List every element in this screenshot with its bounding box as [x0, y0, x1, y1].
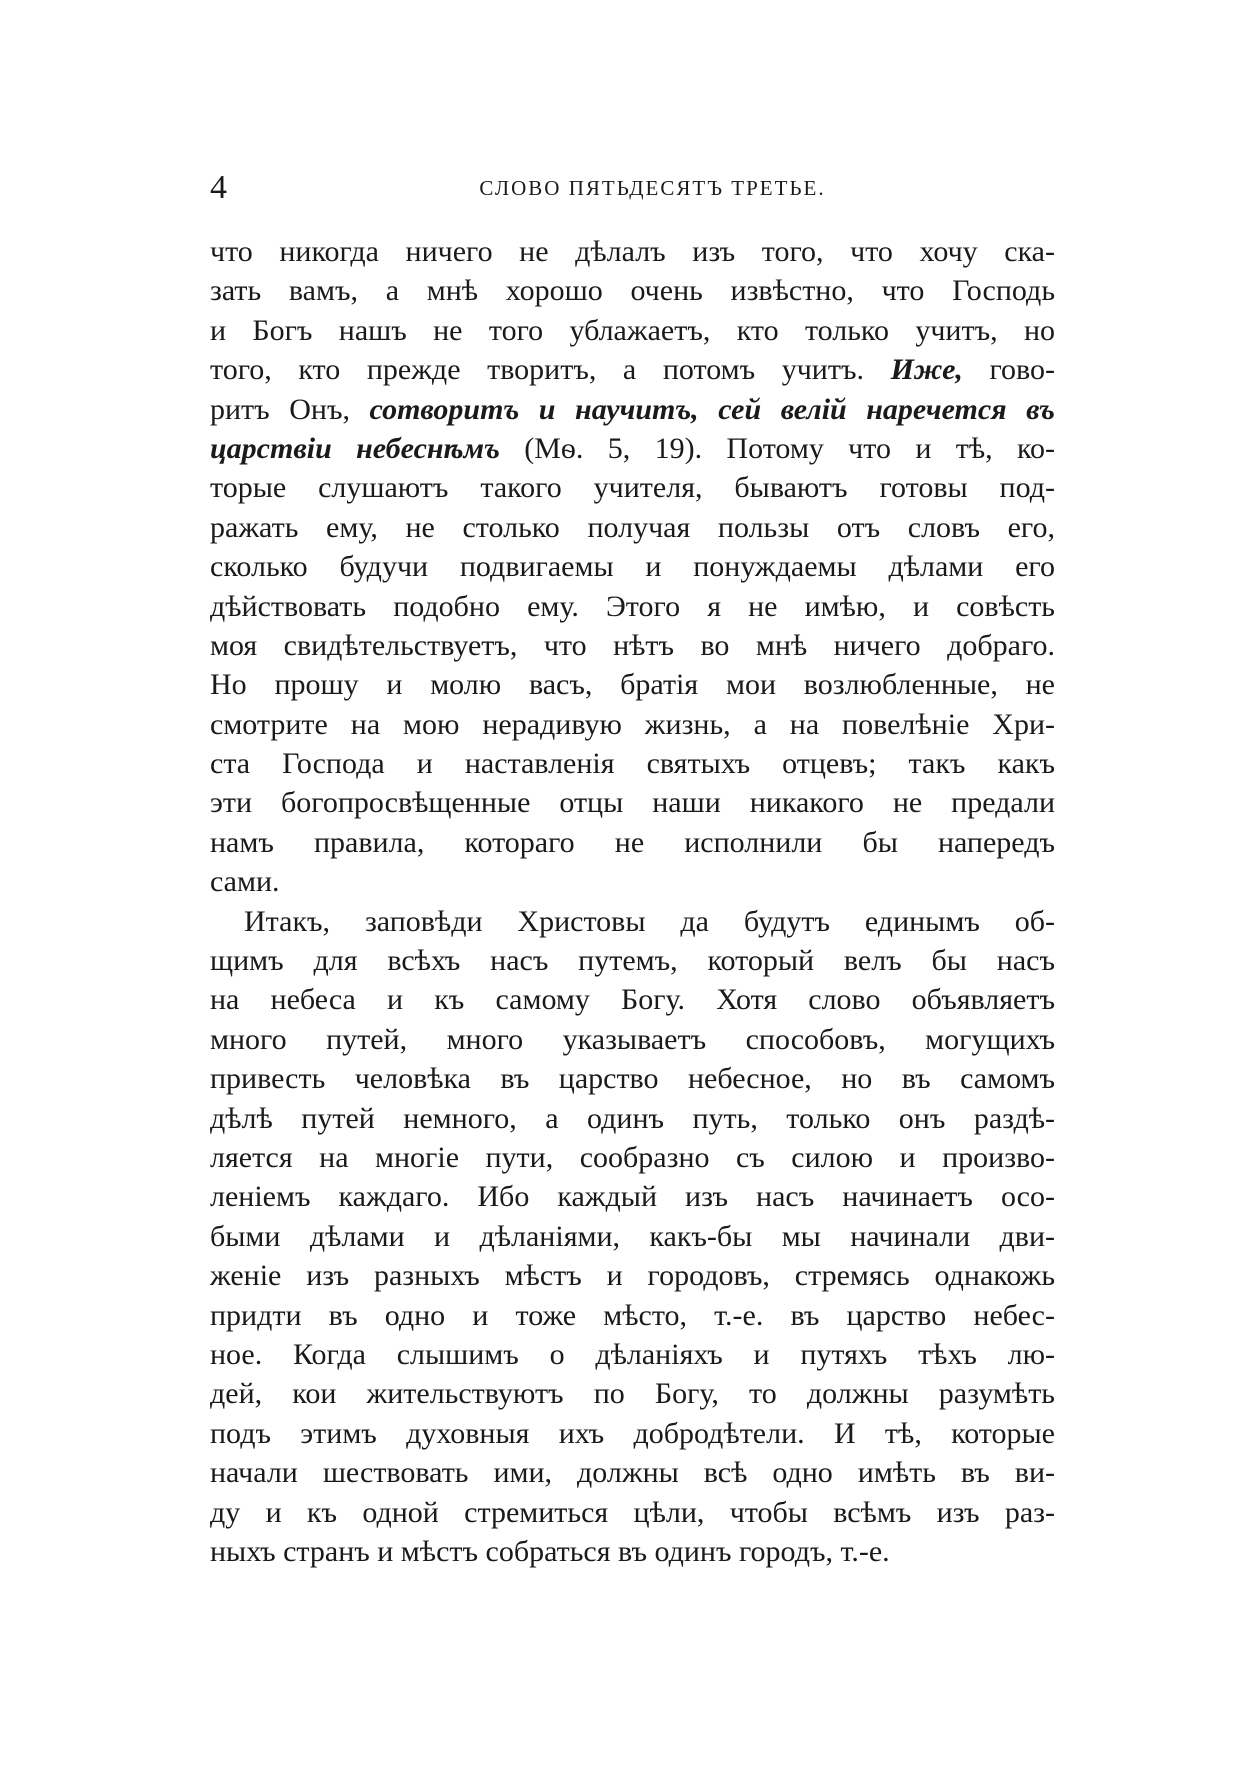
text-line [210, 587, 1055, 626]
text-line [210, 1020, 1055, 1059]
text-segment: зать вамъ, а мнѣ хорошо очень извѣстно, что Господь [210, 274, 1055, 308]
running-title: СЛОВО ПЯТЬДЕСЯТЪ ТРЕТЬЕ. [479, 176, 826, 200]
text-segment: ритъ Онъ, [210, 392, 370, 426]
text-segment: торые слушаютъ такого учителя, бываютъ готовы под- [210, 471, 1055, 505]
text-segment: начали шествовать ими, должны всѣ одно имѣть въ ви- [210, 1456, 1055, 1490]
text-segment: быми дѣлами и дѣланіями, какъ-бы мы начинали дви- [210, 1219, 1055, 1253]
text-line [210, 232, 1055, 271]
text-line [210, 1296, 1055, 1335]
text-segment: ражать ему, не столько получая пользы отъ словъ его, [210, 510, 1055, 544]
text-segment: на небеса и къ самому Богу. Хотя слово объявляетъ [210, 983, 1055, 1017]
text-line [210, 390, 1055, 429]
text-segment: сколько будучи подвигаемы и понуждаемы дѣлами его [210, 550, 1055, 584]
text-segment: смотрите на мою нерадивую жизнь, а на повелѣніе Хри- [210, 707, 1055, 741]
text-line [210, 350, 1055, 389]
text-line [210, 626, 1055, 665]
text-segment: дѣлѣ путей немного, а одинъ путь, только онъ раздѣ- [210, 1101, 1055, 1135]
text-line [210, 311, 1055, 350]
text-segment: леніемъ каждаго. Ибо каждый изъ насъ начинаетъ осо- [210, 1180, 1055, 1214]
text-segment: намъ правила, котораго не исполнили бы напередъ [210, 825, 1055, 859]
text-segment: и Богъ нашъ не того ублажаетъ, кто только учитъ, но [210, 313, 1055, 347]
text-segment: эти богопросвѣщенные отцы наши никакого не предали [210, 786, 1055, 820]
text-segment: женіе изъ разныхъ мѣстъ и городовъ, стремясь однакожь [210, 1259, 1055, 1293]
text-line [210, 1493, 1055, 1532]
text-segment: придти въ одно и тоже мѣсто, т.-е. въ царство небес- [210, 1298, 1055, 1332]
text-line [210, 1335, 1055, 1374]
text-segment: щимъ для всѣхъ насъ путемъ, который велъ бы насъ [210, 944, 1055, 978]
scripture-quote: царствіи небеснѣмъ [210, 431, 500, 465]
text-line [210, 1217, 1055, 1256]
text-segment: моя свидѣтельствуетъ, что нѣтъ во мнѣ ничего добраго. [210, 628, 1055, 662]
scripture-quote: Иже, [890, 353, 963, 387]
text-line [210, 665, 1055, 704]
text-line [210, 271, 1055, 310]
text-line [210, 1059, 1055, 1098]
page-number: 4 [210, 169, 227, 206]
text-segment: много путей, много указываетъ способовъ, могущихъ [210, 1022, 1055, 1056]
text-line [210, 705, 1055, 744]
text-line [210, 1177, 1055, 1216]
text-line [210, 1138, 1055, 1177]
text-line [210, 1532, 1055, 1571]
text-line [210, 980, 1055, 1019]
text-segment: дей, кои жительствуютъ по Богу, то должны разумѣть [210, 1377, 1055, 1411]
text-line [210, 1453, 1055, 1492]
text-segment: ляется на многіе пути, сообразно съ силою и произво- [210, 1140, 1055, 1174]
text-segment: Итакъ, заповѣди Христовы да будутъ единымъ об- [244, 904, 1055, 938]
text-line [210, 1256, 1055, 1295]
text-line [210, 468, 1055, 507]
text-line [210, 941, 1055, 980]
text-segment: ное. Когда слышимъ о дѣланіяхъ и путяхъ тѣхъ лю- [210, 1337, 1055, 1371]
text-segment: привесть человѣка въ царство небесное, но въ самомъ [210, 1062, 1055, 1096]
running-head [210, 168, 1055, 208]
text-segment: ста Господа и наставленія святыхъ отцевъ; такъ какъ [210, 747, 1055, 781]
scripture-quote: сотворитъ и научитъ, сей велій наречется въ [369, 392, 1055, 426]
text-line [210, 1414, 1055, 1453]
text-segment: ныхъ странъ и мѣстъ собраться въ одинъ городъ, т.-е. [210, 1534, 890, 1568]
text-segment: сами. [210, 865, 280, 899]
text-segment: гово- [962, 353, 1055, 387]
text-line [210, 508, 1055, 547]
text-line [210, 783, 1055, 822]
text-line [210, 429, 1055, 468]
text-segment: что никогда ничего не дѣлалъ изъ того, что хочу ска- [210, 235, 1055, 268]
body-text [210, 232, 1055, 1571]
text-line [210, 902, 1055, 941]
text-line [210, 862, 1055, 901]
text-segment: подъ этимъ духовныя ихъ добродѣтели. И тѣ, которые [210, 1416, 1055, 1450]
text-line [210, 547, 1055, 586]
text-segment: дѣйствовать подобно ему. Этого я не имѣю, и совѣсть [210, 589, 1055, 623]
text-segment: (Мѳ. 5, 19). Потому что и тѣ, ко- [499, 431, 1055, 465]
text-segment: того, кто прежде творитъ, а потомъ учитъ. [210, 353, 891, 387]
text-line [210, 1099, 1055, 1138]
text-line [210, 823, 1055, 862]
text-segment: ду и къ одной стремиться цѣли, чтобы всѣмъ изъ раз- [210, 1495, 1055, 1529]
text-segment: Но прошу и молю васъ, братія мои возлюбленные, не [210, 668, 1055, 702]
text-line [210, 1374, 1055, 1413]
text-line [210, 744, 1055, 783]
